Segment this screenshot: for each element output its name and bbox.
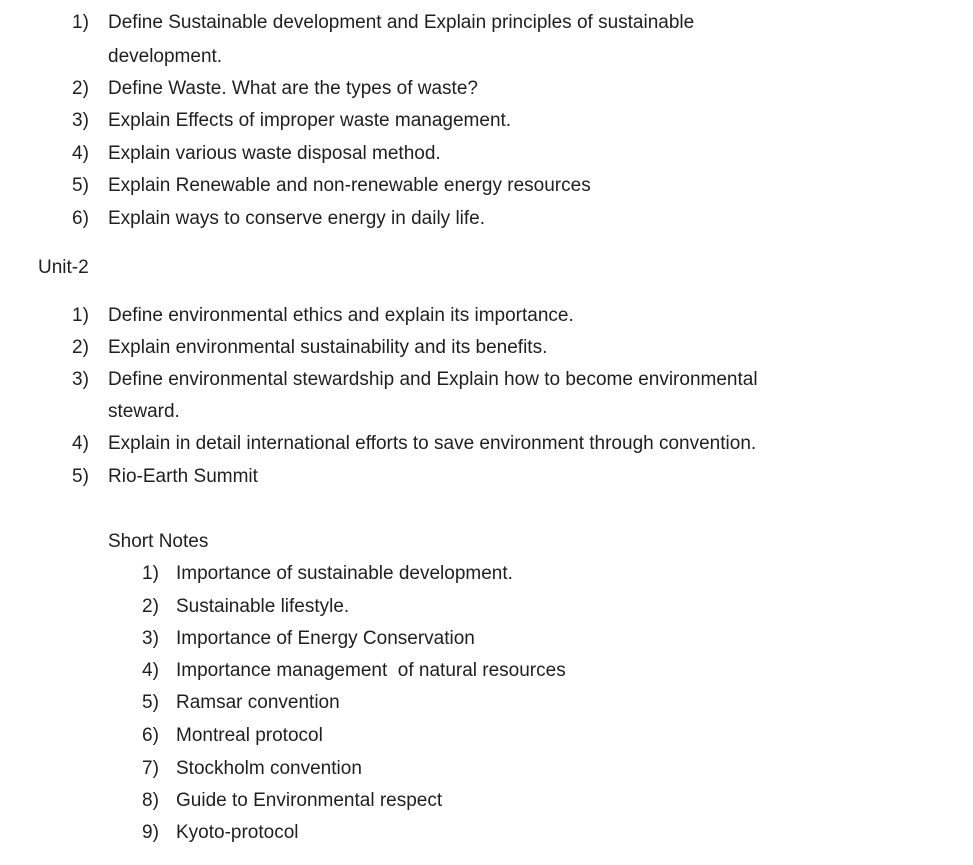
question-number: 1) <box>72 305 89 326</box>
question-text: Explain in detail international efforts to save environment through convention. <box>108 433 757 454</box>
short-note-number: 8) <box>142 790 159 811</box>
question-text: Explain various waste disposal method. <box>108 143 441 164</box>
short-note-number: 6) <box>142 725 159 746</box>
question-number: 4) <box>72 433 89 454</box>
short-note-text: Ramsar convention <box>176 692 340 713</box>
short-note-number: 4) <box>142 660 159 681</box>
short-note-text: Montreal protocol <box>176 725 323 746</box>
short-note-text: Kyoto-protocol <box>176 822 299 843</box>
question-number: 1) <box>72 12 89 33</box>
question-text: Explain ways to conserve energy in daily life. <box>108 208 486 229</box>
question-text: Define environmental ethics and explain its importance. <box>108 305 574 326</box>
question-number: 6) <box>72 208 89 229</box>
question-number: 5) <box>72 466 89 487</box>
short-note-number: 5) <box>142 692 159 713</box>
short-note-text: Importance management of natural resources <box>176 660 566 681</box>
question-number: 3) <box>72 110 89 131</box>
question-text: Rio-Earth Summit <box>108 466 258 487</box>
question-text: development. <box>108 46 223 67</box>
short-note-number: 3) <box>142 628 159 649</box>
short-note-number: 2) <box>142 596 159 617</box>
short-notes-heading: Short Notes <box>108 531 209 552</box>
question-text: Explain Effects of improper waste management. <box>108 110 512 131</box>
question-text: Explain environmental sustainability and its benefits. <box>108 337 548 358</box>
short-note-text: Importance of Energy Conservation <box>176 628 475 649</box>
short-note-text: Stockholm convention <box>176 758 362 779</box>
question-text: steward. <box>108 401 180 422</box>
unit2-heading: Unit-2 <box>38 257 89 278</box>
question-text: Explain Renewable and non-renewable energy resources <box>108 175 591 196</box>
short-note-number: 9) <box>142 822 159 843</box>
short-note-number: 1) <box>142 563 159 584</box>
question-number: 2) <box>72 337 89 358</box>
question-number: 3) <box>72 369 89 390</box>
question-text: Define environmental stewardship and Explain how to become environmental <box>108 369 758 390</box>
question-text: Define Sustainable development and Explain principles of sustainable <box>108 12 695 33</box>
short-note-text: Importance of sustainable development. <box>176 563 513 584</box>
short-note-text: Sustainable lifestyle. <box>176 596 350 617</box>
short-note-number: 7) <box>142 758 159 779</box>
short-note-text: Guide to Environmental respect <box>176 790 443 811</box>
question-number: 4) <box>72 143 89 164</box>
question-number: 2) <box>72 78 89 99</box>
question-number: 5) <box>72 175 89 196</box>
question-text: Define Waste. What are the types of waste? <box>108 78 478 99</box>
